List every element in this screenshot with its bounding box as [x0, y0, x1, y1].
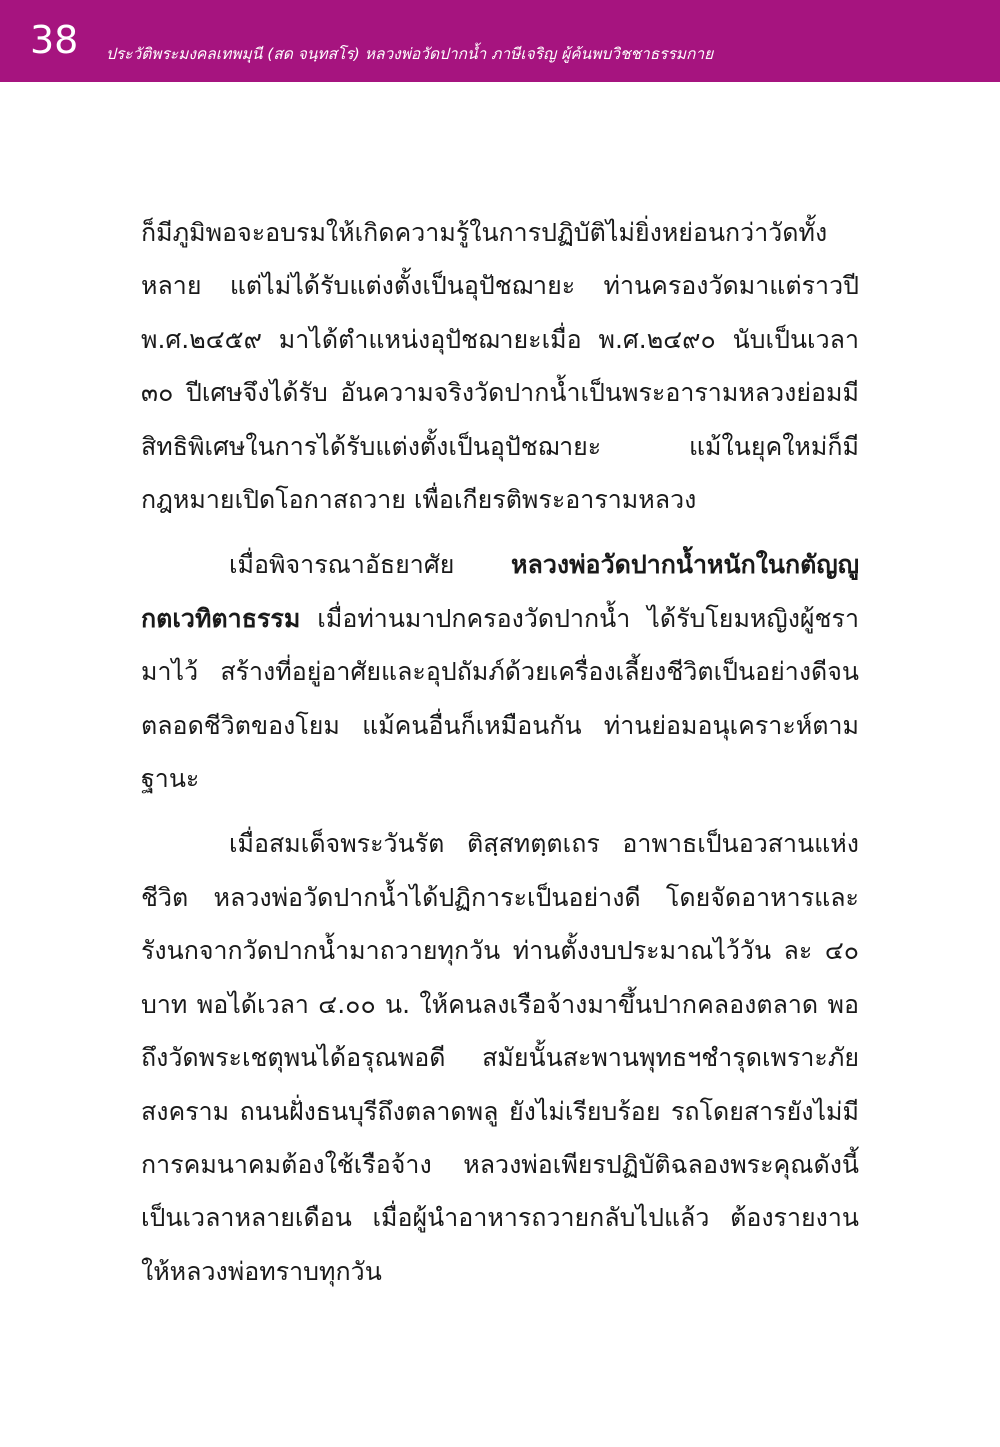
- paragraph-2-emphasis: หลวงพ่อวัดปากน้ำหนักในกตัญญูกตเวทิตาธรรม: [141, 550, 859, 633]
- running-title: ประวัติพระมงคลเทพมุนี (สด จนฺทสโร) หลวงพ่อวัดปากน้ำ ภาษีเจริญ ผู้ค้นพบวิชชาธรรมกาย: [106, 45, 714, 63]
- paragraph-2: [141, 538, 859, 805]
- paragraph-3: เมื่อสมเด็จพระวันรัต ติสฺสทตฺตเถร อาพาธเป็นอวสานแห่งชีวิต หลวงพ่อวัดปากน้ำได้ปฏิการะเป็นอย่างดี โดยจัดอาหารและรังนกจากวัดปากน้ำมาถวายทุกวัน ท่านตั้งงบประมาณไว้วัน ละ ๔๐ บาท พอได้เวลา ๔.๐๐ น. ให้คนลงเรือจ้างมาขึ้นปากคลองตลาด พอถึงวัดพระเชตุพนได้อรุณพอดี สมัยนั้นสะพานพุทธฯชำรุดเพราะภัยสงคราม ถนนฝั่งธนบุรีถึงตลาดพลู ยังไม่เรียบร้อย รถโดยสารยังไม่มี การคมนาคมต้องใช้เรือจ้าง หลวงพ่อเพียรปฏิบัติฉลองพระคุณดังนี้เป็นเวลาหลายเดือน เมื่อผู้นำอาหารถวายกลับไปแล้ว ต้องรายงานให้หลวงพ่อทราบทุกวัน: [141, 829, 859, 1286]
- header-bar: [0, 0, 1000, 82]
- body-text: [141, 206, 859, 1298]
- paragraph-2-intro: เมื่อพิจารณาอัธยาศัย: [229, 550, 512, 580]
- page-number: 38: [30, 18, 79, 62]
- paragraph-1: ก็มีภูมิพอจะอบรมให้เกิดความรู้ในการปฏิบัติไม่ยิ่งหย่อนกว่าวัดทั้งหลาย แต่ไม่ได้รับแต่งตั้งเป็นอุปัชฌายะ ท่านครองวัดมาแต่ราวปี พ.ศ.๒๔๕๙ มาได้ตำแหน่งอุปัชฌายะเมื่อ พ.ศ.๒๔๙๐ นับเป็นเวลา ๓๐ ปีเศษจึงได้รับ อันความจริงวัดปากน้ำเป็นพระอารามหลวงย่อมมีสิทธิพิเศษในการได้รับแต่งตั้งเป็นอุปัชฌายะ แม้ในยุคใหม่ก็มีกฎหมายเปิดโอกาสถวาย เพื่อเกียรติพระอารามหลวง: [141, 218, 859, 515]
- paragraph-2-rest: เมื่อท่านมาปกครองวัดปากน้ำ ได้รับโยมหญิงผู้ชรามาไว้ สร้างที่อยู่อาศัยและอุปถัมภ์ด้วยเครื่องเลี้ยงชีวิตเป็นอย่างดีจนตลอดชีวิตของโยม แม้คนอื่นก็เหมือนกัน ท่านย่อมอนุเคราะห์ตามฐานะ: [141, 603, 859, 794]
